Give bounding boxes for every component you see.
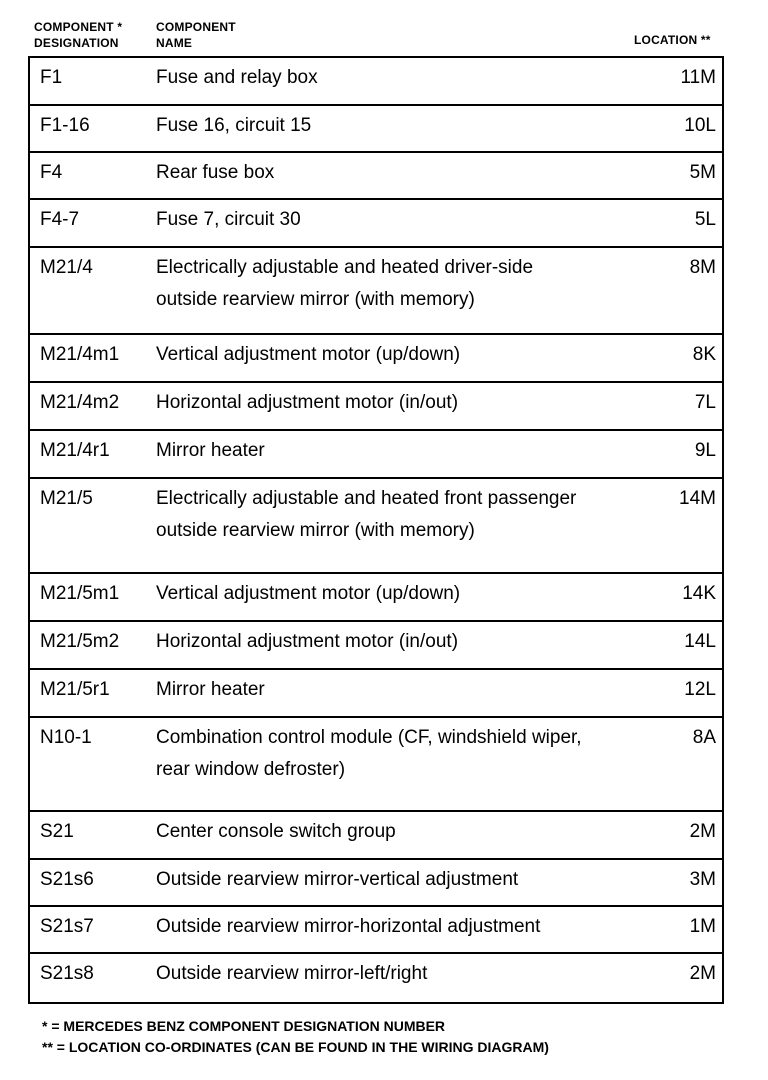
component-location: 10L [684, 115, 716, 136]
table-row [30, 858, 722, 905]
table-row [30, 429, 722, 477]
component-location: 5L [694, 209, 716, 230]
table-row [30, 477, 722, 572]
component-name-line: Mirror heater [156, 440, 265, 461]
component-designation: S21s6 [40, 869, 94, 890]
component-designation: M21/4m1 [40, 344, 120, 365]
component-designation: F1-16 [40, 115, 90, 136]
component-name [156, 578, 460, 610]
component-name-line: Horizontal adjustment motor (in/out) [156, 392, 459, 413]
component-location: 3M [689, 869, 716, 890]
component-location: 2M [689, 963, 716, 984]
component-name-line: Outside rearview mirror-vertical adjustment [156, 869, 519, 890]
component-name-line: Center console switch group [156, 821, 396, 842]
table-row [30, 716, 722, 810]
component-table [28, 56, 724, 1004]
component-location: 1M [689, 916, 716, 937]
component-name-line: Outside rearview mirror-horizontal adjustment [156, 916, 541, 937]
component-designation: M21/5m1 [40, 583, 120, 604]
component-name [156, 483, 576, 547]
component-designation: M21/4 [40, 257, 93, 278]
name-column-header [156, 19, 236, 51]
table-row [30, 198, 722, 246]
component-location: 11M [680, 67, 716, 88]
component-name [156, 626, 458, 658]
footnote-location: ** = LOCATION CO-ORDINATES (CAN BE FOUND IN THE WIRING DIAGRAM) [42, 1039, 549, 1055]
component-name-line: Horizontal adjustment motor (in/out) [156, 631, 459, 652]
component-designation: F4-7 [40, 209, 80, 230]
component-name [156, 387, 458, 419]
component-designation: M21/4r1 [40, 440, 110, 461]
component-name [156, 958, 427, 990]
component-name [156, 435, 265, 467]
component-location: 8A [692, 727, 716, 748]
name-header-line1: COMPONENT [156, 20, 236, 34]
table-row [30, 246, 722, 333]
component-name [156, 252, 533, 316]
table-row [30, 952, 722, 1004]
component-designation: M21/5m2 [40, 631, 120, 652]
component-designation: S21 [40, 821, 74, 842]
component-location: 8K [692, 344, 716, 365]
component-name-line: Vertical adjustment motor (up/down) [156, 583, 461, 604]
table-row [30, 620, 722, 668]
table-row [30, 810, 722, 858]
component-name-line: outside rearview mirror (with memory) [156, 520, 475, 541]
table-row [30, 668, 722, 716]
component-name [156, 911, 540, 943]
table-row [30, 381, 722, 429]
component-location: 7L [694, 392, 716, 413]
component-designation: N10-1 [40, 727, 92, 748]
location-column-header: LOCATION ** [634, 33, 711, 47]
component-name-line: Electrically adjustable and heated driver-side [156, 257, 534, 278]
component-name-line: Fuse and relay box [156, 67, 318, 88]
component-name-line: Electrically adjustable and heated front passenger [156, 488, 577, 509]
component-name [156, 110, 311, 142]
component-name-line: Vertical adjustment motor (up/down) [156, 344, 461, 365]
component-name [156, 674, 265, 706]
component-location: 14L [684, 631, 716, 652]
table-row [30, 905, 722, 952]
component-name-line: Fuse 7, circuit 30 [156, 209, 301, 230]
component-name [156, 722, 582, 786]
component-name [156, 204, 301, 236]
component-location: 14K [682, 583, 716, 604]
component-name [156, 62, 318, 94]
component-name [156, 816, 396, 848]
component-name [156, 339, 460, 371]
footnote-designation: * = MERCEDES BENZ COMPONENT DESIGNATION NUMBER [42, 1018, 446, 1034]
component-name-line: rear window defroster) [156, 759, 346, 780]
table-row [30, 572, 722, 620]
table-row [30, 151, 722, 198]
component-location: 9L [694, 440, 716, 461]
component-location: 5M [689, 162, 716, 183]
component-designation: M21/5 [40, 488, 93, 509]
component-designation: M21/4m2 [40, 392, 120, 413]
component-name [156, 864, 518, 896]
table-row [30, 56, 722, 104]
designation-header-line2: DESIGNATION [34, 36, 119, 50]
component-designation: F4 [40, 162, 63, 183]
component-designation: S21s7 [40, 916, 94, 937]
component-designation: M21/5r1 [40, 679, 110, 700]
table-row [30, 333, 722, 381]
component-name-line: Rear fuse box [156, 162, 275, 183]
component-location: 2M [689, 821, 716, 842]
component-name-line: outside rearview mirror (with memory) [156, 289, 475, 310]
designation-header-line1: COMPONENT * [34, 20, 123, 34]
designation-column-header [34, 19, 122, 51]
component-designation: F1 [40, 67, 63, 88]
component-name [156, 157, 274, 189]
component-location: 12L [684, 679, 716, 700]
name-header-line2: NAME [156, 36, 193, 50]
component-name-line: Fuse 16, circuit 15 [156, 115, 312, 136]
component-name-line: Mirror heater [156, 679, 265, 700]
component-name-line: Combination control module (CF, windshield wiper, [156, 727, 582, 748]
table-row [30, 104, 722, 151]
component-designation: S21s8 [40, 963, 94, 984]
component-name-line: Outside rearview mirror-left/right [156, 963, 428, 984]
component-location: 8M [689, 257, 716, 278]
component-location: 14M [679, 488, 716, 509]
